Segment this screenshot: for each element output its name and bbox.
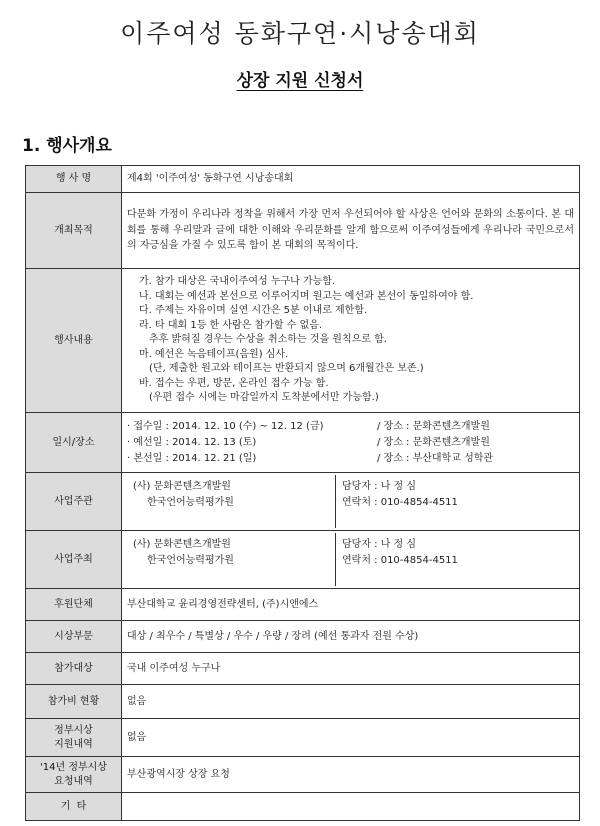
organizer-org1: (사) 문화콘텐츠개발원 [133, 481, 231, 492]
schedule-date: · 본선일 : 2014. 12. 21 (일) [127, 452, 257, 464]
value-gov-2014: 부산광역시장 상장 요청 [122, 757, 580, 793]
document-subtitle: 상장 지원 신청서 [236, 71, 364, 91]
schedule-place: / 장소 : 문화콘텐츠개발원 [377, 420, 490, 432]
host-contact-phone: 연락처 : 010-4854-4511 [342, 554, 458, 566]
host-orgs [127, 533, 336, 586]
content-line: 바. 접수는 우편, 방문, 온라인 접수 가능 함. [139, 377, 329, 389]
host-org1: (사) 문화콘텐츠개발원 [133, 539, 231, 550]
row-fee [26, 685, 580, 719]
organizer-contact [336, 475, 574, 528]
value-event-name: 제4회 '이주여성' 동화구연 시낭송대회 [122, 166, 580, 193]
label-content: 행사내용 [26, 269, 122, 413]
row-eligibility [26, 653, 580, 685]
content-line: 가. 참가 대상은 국내이주여성 누구나 가능함. [139, 276, 336, 288]
row-host [26, 531, 580, 589]
value-eligibility: 국내 이주여성 누구나 [122, 653, 580, 685]
content-line: 나. 대회는 예선과 본선으로 이루어지며 원고는 예선과 본선이 동일하여야 함. [139, 290, 474, 302]
row-sponsor [26, 589, 580, 621]
label-gov-support [26, 719, 122, 757]
label-purpose: 개최목적 [26, 193, 122, 269]
label-fee: 참가비 현황 [26, 685, 122, 719]
value-organizer [122, 473, 580, 531]
label-awards: 시상부문 [26, 621, 122, 653]
label-host: 사업주최 [26, 531, 122, 589]
label-schedule: 일시/장소 [26, 413, 122, 473]
organizer-contact-phone: 연락처 : 010-4854-4511 [342, 496, 458, 508]
schedule-item [127, 451, 574, 467]
value-schedule [122, 413, 580, 473]
label-event-name: 행 사 명 [26, 166, 122, 193]
organizer-contact-person: 담당자 : 나 정 심 [342, 481, 417, 492]
label-organizer: 사업주관 [26, 473, 122, 531]
organizer-org2: 한국언어능력평가원 [147, 496, 234, 508]
row-gov-support [26, 719, 580, 757]
schedule-item [127, 435, 574, 451]
label-sponsor: 후원단체 [26, 589, 122, 621]
value-host [122, 531, 580, 589]
label-etc: 기 타 [26, 793, 122, 821]
label-gov-2014-line2: 요청내역 [54, 775, 93, 787]
schedule-date: · 예선일 : 2014. 12. 13 (토) [127, 436, 257, 448]
row-gov-2014 [26, 757, 580, 793]
organizer-orgs [127, 475, 336, 528]
row-awards [26, 621, 580, 653]
label-gov-support-line1: 정부시상 [54, 724, 93, 736]
schedule-date: · 접수일 : 2014. 12. 10 (수) ~ 12. 12 (금) [127, 420, 324, 432]
row-schedule [26, 413, 580, 473]
content-line: 추후 밝혀질 경우는 수상을 취소하는 것을 원칙으로 함. [149, 334, 387, 346]
document-title: 이주여성 동화구연·시낭송대회 [120, 19, 480, 48]
schedule-place: / 장소 : 부산대학교 성학관 [377, 452, 494, 464]
host-contact [336, 533, 574, 586]
row-content [26, 269, 580, 413]
label-eligibility: 참가대상 [26, 653, 122, 685]
value-gov-support: 없음 [122, 719, 580, 757]
content-line: 라. 타 대회 1등 한 사람은 참가할 수 없음. [139, 319, 323, 331]
host-org2: 한국언어능력평가원 [147, 554, 234, 566]
value-purpose: 다문화 가정이 우리나라 정착을 위해서 가장 먼저 우선되어야 할 사상은 언어와 문화의 소통이다. 본 대회를 통해 우리말과 글에 대한 이해와 우리문화를 알게 함으로써 이주여성들에게 우리나라 국민으로서의 자긍심을 가질 수 있도록 함이 본 대회의 목적이다. [122, 193, 580, 269]
label-gov-support-line2: 지원내역 [54, 738, 93, 750]
content-line: 마. 예선은 녹음테이프(음원) 심사. [139, 348, 289, 360]
label-gov-2014 [26, 757, 122, 793]
label-gov-2014-line1: '14년 정부시상 [40, 761, 107, 773]
value-fee: 없음 [122, 685, 580, 719]
row-purpose [26, 193, 580, 269]
value-etc [122, 793, 580, 821]
content-line: (우편 접수 시에는 마감일까지 도착분에서만 가능함.) [149, 392, 379, 404]
row-event-name [26, 166, 580, 193]
row-etc [26, 793, 580, 821]
schedule-item [127, 419, 574, 435]
content-line: 다. 주제는 자유이며 실연 시간은 5분 이내로 제한함. [139, 305, 368, 317]
event-overview-table [25, 165, 580, 821]
value-awards: 대상 / 최우수 / 특별상 / 우수 / 우량 / 장려 (예선 통과자 전원 수상) [122, 621, 580, 653]
host-contact-person: 담당자 : 나 정 심 [342, 539, 417, 550]
schedule-place: / 장소 : 문화콘텐츠개발원 [377, 436, 490, 448]
row-organizer [26, 473, 580, 531]
content-line: (단, 제출한 원고와 테이프는 반환되지 않으며 6개월간은 보존.) [149, 363, 424, 375]
value-content [122, 269, 580, 413]
value-sponsor: 부산대학교 윤리경영전략센터, (주)시앤에스 [122, 589, 580, 621]
section-heading: 1. 행사개요 [22, 136, 112, 156]
